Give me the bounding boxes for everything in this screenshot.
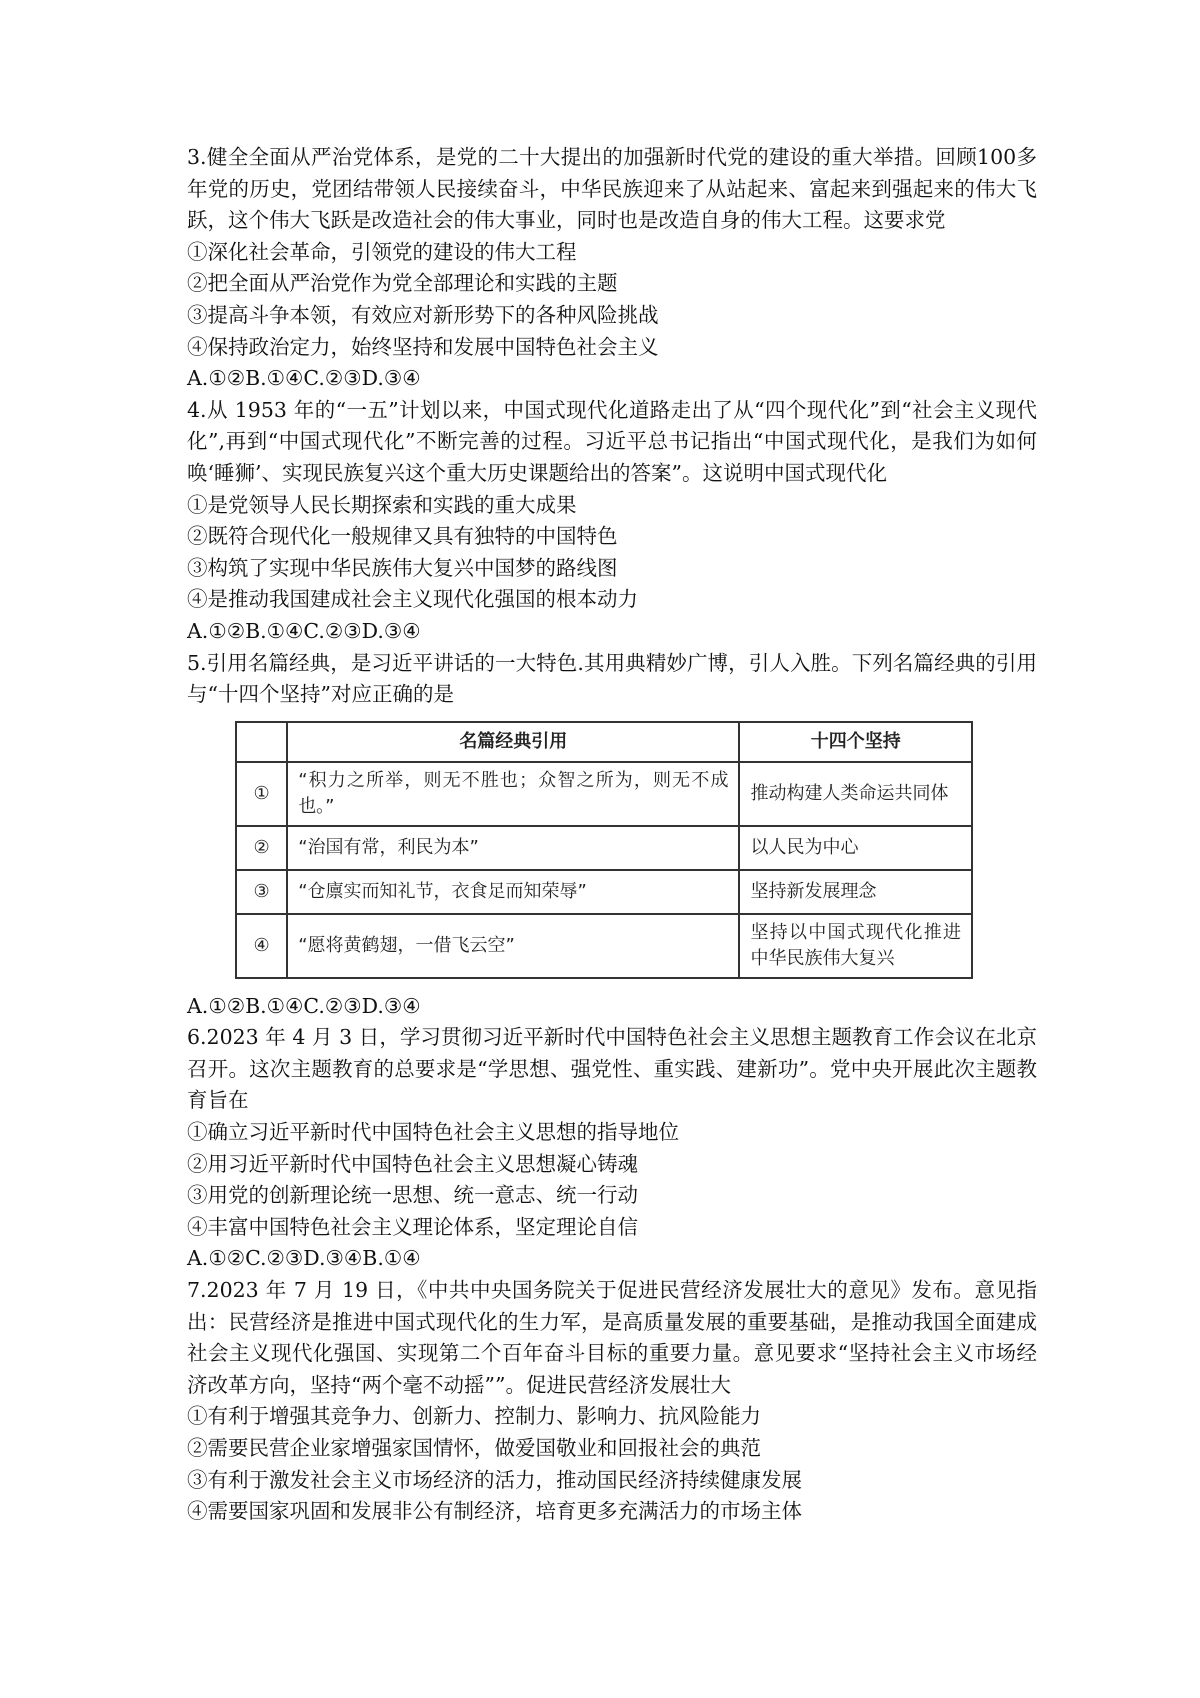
table-header-quote: 名篇经典引用 <box>287 722 739 762</box>
table-header-row <box>236 722 972 762</box>
option-2: ②需要民营企业家增强家国情怀，做爱国敬业和回报社会的典范 <box>187 1436 761 1460</box>
question-3 <box>187 142 1037 395</box>
row-adherence: 坚持新发展理念 <box>739 870 972 914</box>
row-adherence: 坚持以中国式现代化推进中华民族伟大复兴 <box>739 914 972 978</box>
option-2: ②用习近平新时代中国特色社会主义思想凝心铸魂 <box>187 1151 638 1176</box>
quotes-table <box>235 721 973 979</box>
question-stem: 5.引用名篇经典，是习近平讲话的一大特色.其用典精妙广博，引人入胜。下列名篇经典的引用与“十四个坚持”对应正确的是 <box>187 650 1037 707</box>
option-3: ③用党的创新理论统一思想、统一意志、统一行动 <box>187 1183 638 1208</box>
option-3: ③有利于激发社会主义市场经济的活力，推动国民经济持续健康发展 <box>187 1467 802 1492</box>
row-quote: “治国有常，利民为本” <box>287 826 739 870</box>
row-quote: “愿将黄鹤翅，一借飞云空” <box>287 914 739 978</box>
option-1: ①是党领导人民长期探索和实践的重大成果 <box>187 492 577 517</box>
row-number: ④ <box>236 914 287 978</box>
row-number: ② <box>236 826 287 870</box>
question-5 <box>187 648 1037 1023</box>
question-7 <box>187 1275 1037 1528</box>
answer-choices: A.①②B.①④C.②③D.③④ <box>187 366 421 391</box>
option-4: ④丰富中国特色社会主义理论体系，坚定理论自信 <box>187 1214 638 1239</box>
option-3: ③构筑了实现中华民族伟大复兴中国梦的路线图 <box>187 555 618 580</box>
answer-choices: A.①②C.②③D.③④B.①④ <box>187 1246 421 1271</box>
row-quote: “仓廪实而知礼节，衣食足而知荣辱” <box>287 870 739 914</box>
row-number: ③ <box>236 870 287 914</box>
table-row <box>236 870 972 914</box>
option-1: ①有利于增强其竞争力、创新力、控制力、影响力、抗风险能力 <box>187 1404 761 1429</box>
question-stem: 3.健全全面从严治党体系，是党的二十大提出的加强新时代党的建设的重大举措。回顾100多年党的历史，党团结带领人民接续奋斗，中华民族迎来了从站起来、富起来到强起来的伟大飞跃，这个伟大飞跃是改造社会的伟大事业，同时也是改造自身的伟大工程。这要求党 <box>187 145 1037 233</box>
option-4: ④需要国家巩固和发展非公有制经济，培育更多充满活力的市场主体 <box>187 1499 802 1524</box>
question-stem: 7.2023 年 7 月 19 日，《中共中央国务院关于促进民营经济发展壮大的意见》发布。意见指出：民营经济是推进中国式现代化的生力军，是高质量发展的重要基础，是推动我国全面建成社会主义现代化强国、实现第二个百年奋斗目标的重要力量。意见要求“坚持社会主义市场经济改革方向，坚持“两个毫不动摇””。促进民营经济发展壮大 <box>187 1278 1037 1397</box>
option-4: ④是推动我国建成社会主义现代化强国的根本动力 <box>187 587 638 612</box>
row-adherence: 推动构建人类命运共同体 <box>739 762 972 826</box>
option-1: ①确立习近平新时代中国特色社会主义思想的指导地位 <box>187 1120 679 1145</box>
option-4: ④保持政治定力，始终坚持和发展中国特色社会主义 <box>187 334 659 359</box>
option-2: ②既符合现代化一般规律又具有独特的中国特色 <box>187 524 618 549</box>
table-row <box>236 826 972 870</box>
option-2: ②把全面从严治党作为党全部理论和实践的主题 <box>187 271 618 296</box>
row-number: ① <box>236 762 287 826</box>
question-stem: 6.2023 年 4 月 3 日，学习贯彻习近平新时代中国特色社会主义思想主题教育工作会议在北京召开。这次主题教育的总要求是“学思想、强党性、重实践、建新功”。党中央开展此次主题教育旨在 <box>187 1025 1037 1113</box>
question-6 <box>187 1022 1037 1275</box>
table-row <box>236 914 972 978</box>
question-4 <box>187 395 1037 648</box>
answer-choices: A.①②B.①④C.②③D.③④ <box>187 993 421 1018</box>
row-quote: “积力之所举，则无不胜也；众智之所为，则无不成也。” <box>287 762 739 826</box>
row-adherence: 以人民为中心 <box>739 826 972 870</box>
question-stem: 4.从 1953 年的“一五”计划以来，中国式现代化道路走出了从“四个现代化”到“社会主义现代化”,再到“中国式现代化”不断完善的过程。习近平总书记指出“中国式现代化，是我们为如何唤‘睡狮’、实现民族复兴这个重大历史课题给出的答案”。这说明中国式现代化 <box>187 397 1037 485</box>
option-3: ③提高斗争本领，有效应对新形势下的各种风险挑战 <box>187 302 659 327</box>
answer-choices: A.①②B.①④C.②③D.③④ <box>187 618 421 643</box>
table-header-adherence: 十四个坚持 <box>739 722 972 762</box>
table-header-no <box>236 722 287 762</box>
option-1: ①深化社会革命，引领党的建设的伟大工程 <box>187 239 577 264</box>
table-row <box>236 762 972 826</box>
exam-page <box>187 142 1037 1528</box>
